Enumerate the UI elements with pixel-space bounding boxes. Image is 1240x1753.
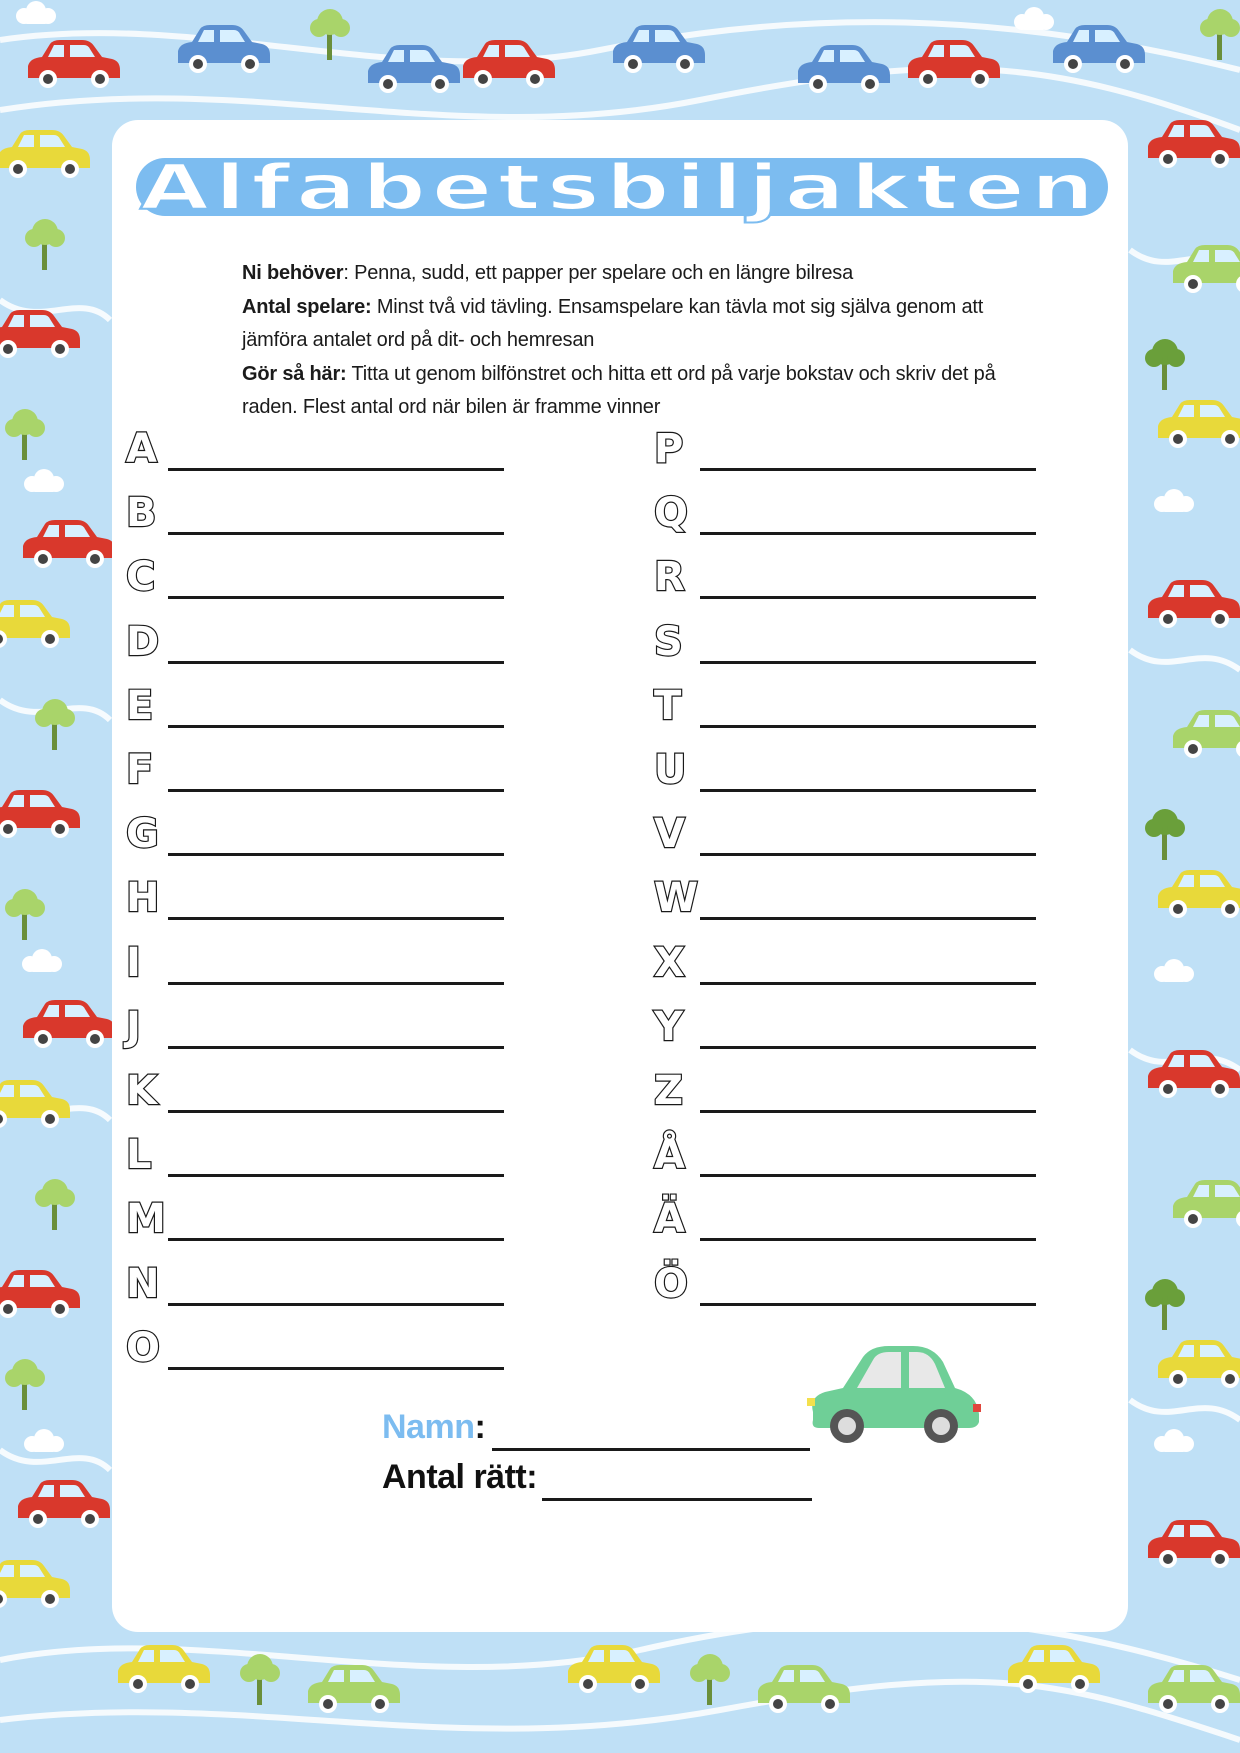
answer-line[interactable] — [700, 1110, 1036, 1113]
instruction-howto: Gör så här: Titta ut genom bilfönstret och hitta ett ord på varje bokstav och skriv det på raden. Flest antal ord när bilen är framme vinner — [242, 362, 996, 418]
letter-row — [126, 993, 504, 1057]
letter-row — [654, 1185, 1036, 1249]
letter-label: F — [126, 747, 154, 793]
letter-label: V — [654, 811, 685, 858]
letter-label: M — [126, 1196, 166, 1243]
answer-line[interactable] — [700, 468, 1036, 471]
answer-line[interactable] — [700, 725, 1036, 728]
answer-line[interactable] — [168, 468, 504, 471]
letter-label: U — [654, 747, 687, 793]
answer-line[interactable] — [700, 789, 1036, 792]
letter-label: Ä — [654, 1196, 685, 1243]
answer-line[interactable] — [700, 1303, 1036, 1306]
letter-label: J — [126, 1003, 141, 1050]
letter-row — [654, 736, 1036, 800]
name-input-line[interactable] — [492, 1448, 810, 1451]
answer-line[interactable] — [700, 596, 1036, 599]
letter-row — [126, 415, 504, 479]
letter-row — [654, 1121, 1036, 1185]
letter-row — [654, 929, 1036, 993]
letter-label: Ö — [654, 1260, 689, 1307]
score-label: Antal rätt: — [382, 1458, 538, 1496]
answer-line[interactable] — [168, 1303, 504, 1306]
car-icon — [805, 1342, 985, 1452]
answer-line[interactable] — [700, 661, 1036, 664]
letter-row — [654, 993, 1036, 1057]
answer-line[interactable] — [700, 1174, 1036, 1177]
answer-line[interactable] — [168, 532, 504, 535]
answer-line[interactable] — [700, 1238, 1036, 1241]
answer-line[interactable] — [700, 982, 1036, 985]
letter-row — [126, 1250, 504, 1314]
letter-row — [126, 608, 504, 672]
answer-line[interactable] — [168, 661, 504, 664]
worksheet-card — [112, 120, 1128, 1632]
score-input-line[interactable] — [542, 1498, 812, 1501]
answer-line[interactable] — [168, 1174, 504, 1177]
answer-line[interactable] — [168, 982, 504, 985]
letter-label: Z — [654, 1068, 684, 1114]
letter-row — [654, 800, 1036, 864]
answer-line[interactable] — [168, 917, 504, 920]
letter-label: Å — [654, 1132, 685, 1179]
instruction-needs: Ni behöver: Penna, sudd, ett papper per spelare och en längre bilresa — [242, 262, 854, 284]
letter-row — [126, 543, 504, 607]
letter-label: L — [126, 1132, 152, 1179]
answer-line[interactable] — [168, 725, 504, 728]
letter-row — [654, 864, 1036, 928]
answer-line[interactable] — [168, 853, 504, 856]
letter-label: A — [126, 426, 157, 472]
letter-row — [654, 608, 1036, 672]
page-title — [112, 120, 1128, 240]
letter-label: H — [126, 875, 160, 922]
letter-row — [126, 1121, 504, 1185]
letter-row — [126, 479, 504, 543]
letter-row — [654, 672, 1036, 736]
instruction-players: Antal spelare: Minst två vid tävling. Ensamspelare kan tävla mot sig själva genom att jämföra antalet ord på dit- och hemresan — [242, 295, 984, 351]
letter-label: O — [126, 1324, 161, 1371]
instructions — [242, 257, 1032, 425]
letter-row — [126, 1314, 504, 1378]
letter-label: T — [654, 682, 682, 729]
letter-label: C — [126, 554, 156, 601]
letter-label: D — [126, 618, 160, 665]
letter-label: X — [654, 939, 685, 986]
answer-line[interactable] — [168, 789, 504, 792]
letter-label: W — [654, 875, 699, 922]
letter-row — [126, 800, 504, 864]
answer-line[interactable] — [168, 1110, 504, 1113]
letter-row — [126, 672, 504, 736]
letter-row — [654, 479, 1036, 543]
answer-line[interactable] — [168, 1367, 504, 1370]
answer-line[interactable] — [700, 917, 1036, 920]
letter-row — [654, 1250, 1036, 1314]
answer-line[interactable] — [700, 1046, 1036, 1049]
letter-row — [126, 1185, 504, 1249]
letter-row — [654, 543, 1036, 607]
letter-row — [654, 1057, 1036, 1121]
letter-label: R — [654, 554, 685, 601]
letter-label: N — [126, 1260, 160, 1307]
answer-line[interactable] — [700, 532, 1036, 535]
letter-label: K — [126, 1068, 157, 1114]
letter-label: I — [126, 939, 141, 986]
answer-line[interactable] — [168, 1238, 504, 1241]
answer-line[interactable] — [168, 596, 504, 599]
letter-row — [126, 864, 504, 928]
letter-label: Q — [654, 490, 689, 537]
letter-row — [654, 415, 1036, 479]
letter-label: Y — [654, 1003, 683, 1050]
letter-label: S — [654, 618, 683, 665]
answer-line[interactable] — [700, 853, 1036, 856]
letter-label: P — [654, 426, 684, 472]
letter-row — [126, 1057, 504, 1121]
answer-line[interactable] — [168, 1046, 504, 1049]
letter-row — [126, 929, 504, 993]
letter-label: B — [126, 490, 157, 537]
letter-label: G — [126, 811, 159, 858]
name-label: Namn: — [382, 1408, 486, 1446]
letter-row — [126, 736, 504, 800]
letter-label: E — [126, 682, 154, 729]
page-title-text: Alfabetsbiljakten — [140, 151, 1100, 224]
